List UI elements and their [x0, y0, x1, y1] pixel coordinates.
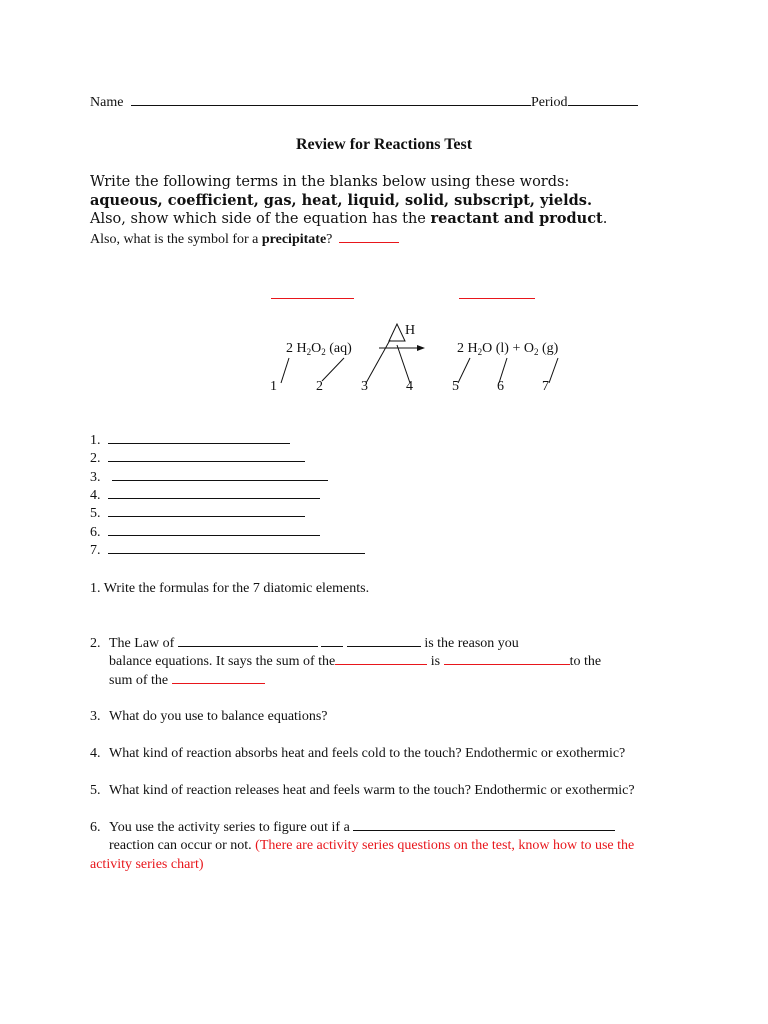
list-number: 7.	[90, 543, 101, 558]
law-blank-1[interactable]	[178, 646, 318, 647]
sum-blank-1[interactable]	[335, 664, 427, 665]
intro-line-4-text: Also, what is the symbol for a	[90, 232, 262, 247]
reactant-coef: 2 H	[286, 341, 307, 356]
question-6-line-2	[109, 837, 634, 854]
answer-blank-2[interactable]	[108, 461, 305, 462]
pointer-line-5	[458, 358, 470, 383]
pointer-number-3: 3	[361, 379, 368, 394]
pointer-line-7	[549, 358, 558, 383]
q2-text-a: The Law of	[109, 636, 175, 651]
word-bank-text: aqueous, coefficient, gas, heat, liquid, solid, subscript, yields	[90, 192, 587, 209]
name-label: Name	[90, 95, 124, 110]
reactant-subscript-1: 2	[306, 347, 312, 357]
pointer-line-1	[281, 358, 289, 383]
pointer-number-7: 7	[542, 379, 549, 394]
reactant-product-text: reactant and product	[430, 210, 603, 227]
answer-blank-5[interactable]	[108, 516, 305, 517]
sum-blank-2[interactable]	[444, 664, 570, 665]
intro-line-1: Write the following terms in the blanks below using these words:	[90, 174, 570, 190]
precipitate-text: precipitate	[261, 232, 327, 247]
delta-triangle-icon	[389, 324, 405, 341]
list-item	[90, 487, 320, 504]
question-5-number: 5.	[90, 783, 101, 798]
answer-blank-4[interactable]	[108, 498, 320, 499]
arrow-head-icon	[417, 345, 425, 351]
list-number: 4.	[90, 488, 101, 503]
pointer-line-2	[322, 358, 344, 381]
question-2-number: 2.	[90, 636, 101, 651]
question-2-line-2	[109, 653, 601, 670]
q6-text-b: reaction can occur or not.	[109, 838, 252, 853]
list-number: 2.	[90, 451, 101, 466]
question-4-number: 4.	[90, 746, 101, 761]
answer-blank-6[interactable]	[108, 535, 320, 536]
q6-note-1: (There are activity series questions on the test, know how to use the	[255, 838, 635, 853]
list-item	[90, 542, 365, 559]
pointer-number-2: 2	[316, 379, 323, 394]
q2-text-f: sum of the	[109, 673, 169, 688]
list-number: 1.	[90, 433, 101, 448]
intro-line-3-text: Also, show which side of the equation has the	[90, 211, 431, 227]
law-blank-2[interactable]	[321, 646, 343, 647]
heat-symbol: H	[405, 323, 416, 338]
list-item	[90, 432, 290, 449]
page-title: Review for Reactions Test	[295, 136, 473, 153]
q2-text-d: is	[430, 654, 441, 669]
pointer-number-6: 6	[497, 379, 504, 394]
q2-text-b: is the reason you	[424, 636, 519, 651]
question-1: 1. Write the formulas for the 7 diatomic elements.	[90, 581, 370, 596]
answer-blank-7[interactable]	[108, 553, 365, 554]
reactant-subscript-2: 2	[321, 347, 326, 357]
list-item	[90, 524, 320, 541]
question-3-number: 3.	[90, 709, 101, 724]
q6-text-a: You use the activity series to figure out if a	[109, 820, 350, 835]
question-5: What kind of reaction releases heat and feels warm to the touch? Endothermic or exothermic?	[109, 783, 635, 798]
product-subscript-1: 2	[477, 347, 483, 357]
answer-blank-1[interactable]	[108, 443, 290, 444]
list-number: 5.	[90, 506, 101, 521]
word-bank: aqueous, coefficient, gas, heat, liquid, solid, subscript, yields.	[90, 192, 593, 209]
activity-series-blank[interactable]	[353, 830, 615, 831]
pointer-line-3	[366, 340, 390, 383]
list-item	[90, 505, 305, 522]
answer-blank-3[interactable]	[112, 480, 328, 481]
sum-blank-3[interactable]	[172, 683, 265, 684]
q2-text-c: balance equations. It says the sum of the	[109, 654, 336, 669]
law-blank-3[interactable]	[347, 646, 421, 647]
list-item	[90, 450, 305, 467]
question-3: What do you use to balance equations?	[109, 709, 328, 724]
question-2-line-3	[109, 672, 265, 689]
question-4: What kind of reaction absorbs heat and feels cold to the touch? Endothermic or exothermic?	[109, 746, 626, 761]
pointer-number-5: 5	[452, 379, 459, 394]
product-middle: O (l) + O	[482, 341, 534, 356]
list-number: 6.	[90, 525, 101, 540]
question-mark: ?	[326, 232, 333, 247]
list-number: 3.	[90, 470, 101, 485]
question-6-number: 6.	[90, 820, 101, 835]
reactant-state: (aq)	[325, 341, 352, 356]
list-item	[90, 469, 328, 486]
q2-text-e: to the	[569, 654, 602, 669]
question-6-line-1	[109, 819, 615, 836]
pointer-number-4: 4	[406, 379, 413, 394]
intro-line-3: Also, show which side of the equation has the reactant and product.	[90, 210, 608, 227]
pointer-number-1: 1	[270, 379, 277, 394]
product-coef: 2 H	[457, 341, 478, 356]
period-label: Period	[530, 95, 568, 110]
question-2-line-1	[109, 635, 519, 652]
q6-note-2: activity series chart)	[90, 857, 204, 872]
product-subscript-2: 2	[533, 347, 539, 357]
product-state: (g)	[538, 341, 559, 356]
reactant-oxygen: O	[311, 341, 322, 356]
